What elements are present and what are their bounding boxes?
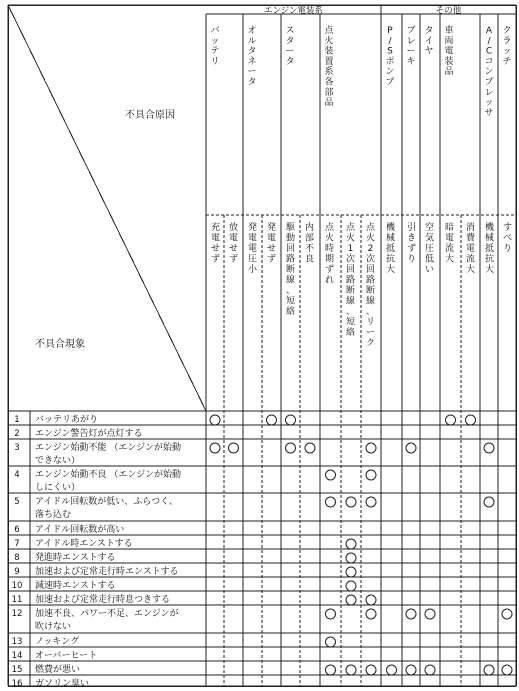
cause-label-glyph: 流 xyxy=(465,254,476,265)
cause-label-glyph: 絡 xyxy=(345,328,356,338)
cause-label-glyph: 点 xyxy=(324,223,335,233)
row-number: 13 xyxy=(11,637,23,647)
cause-label-glyph: 短 xyxy=(285,296,296,307)
cause-label-glyph: 火 xyxy=(345,233,356,244)
component-label xyxy=(324,24,334,108)
cause-label-glyph: 、 xyxy=(285,286,296,296)
cause-label-glyph: 電 xyxy=(210,233,221,244)
component-label-glyph: ヤ xyxy=(424,46,434,57)
cause-label-glyph: 回 xyxy=(345,265,356,275)
component-label-glyph: ネ xyxy=(247,56,257,67)
cause-label-glyph: 2 xyxy=(367,244,374,254)
cause-label-glyph: 発 xyxy=(266,223,277,233)
cause-label-glyph: リ xyxy=(365,317,376,328)
cause-label-glyph: 断 xyxy=(285,265,296,275)
cause-label-glyph: 圧 xyxy=(424,244,435,254)
cause-label xyxy=(267,221,276,265)
component-label-glyph: 点 xyxy=(324,26,334,36)
cause-label-glyph: 小 xyxy=(247,265,258,275)
related-cause-mark xyxy=(346,595,356,605)
component-label-glyph: 両 xyxy=(444,36,454,47)
cause-label-glyph: 部 xyxy=(304,233,315,244)
cause-label-glyph: 機 xyxy=(484,223,495,233)
component-label-glyph: サ xyxy=(484,108,494,119)
related-cause-mark xyxy=(326,470,336,480)
component-label-glyph: ポ xyxy=(385,56,395,67)
related-cause-mark xyxy=(484,497,494,507)
cause-label xyxy=(485,221,495,275)
cause-label-glyph: 1 xyxy=(347,244,354,254)
cause-label xyxy=(386,221,396,275)
cause-label-glyph: 絡 xyxy=(285,307,296,317)
related-cause-mark xyxy=(366,497,376,507)
component-label-glyph: ブ xyxy=(406,26,416,36)
component-label-glyph: ン xyxy=(484,67,494,78)
cause-label-glyph: 駆 xyxy=(285,223,296,233)
cause-label-glyph: 回 xyxy=(285,244,296,254)
cause-label-glyph: 引 xyxy=(406,223,417,233)
cause-label xyxy=(425,221,434,275)
cause-label-glyph: 圧 xyxy=(247,254,258,265)
cause-label-glyph: ず xyxy=(406,244,417,254)
row-number: 6 xyxy=(14,525,20,535)
cause-label-glyph: 断 xyxy=(345,286,356,296)
cause-label-glyph: ず xyxy=(324,265,335,275)
cause-label-glyph: 発 xyxy=(247,223,258,233)
cause-label-glyph: 火 xyxy=(365,233,376,244)
row-phenomenon-text: 燃費が悪い xyxy=(35,665,81,675)
component-label-glyph: 品 xyxy=(324,98,334,109)
component-label-glyph: ッ xyxy=(210,36,220,47)
cause-label-glyph: 短 xyxy=(345,317,356,328)
component-label-glyph: 部 xyxy=(324,87,334,98)
row-phenomenon-text: エンジン警告灯が点灯する xyxy=(35,429,143,439)
component-label-glyph: キ xyxy=(406,56,416,67)
cause-label-glyph: 消 xyxy=(465,223,476,233)
row-phenomenon-text: 落ち込む xyxy=(35,510,72,520)
cause-label-glyph: 電 xyxy=(266,233,277,244)
related-cause-mark xyxy=(366,609,376,619)
cause-label xyxy=(503,222,512,254)
component-label-glyph: オ xyxy=(247,26,257,36)
cause-label-glyph: い xyxy=(424,265,435,275)
related-cause-mark xyxy=(286,443,296,453)
component-label-glyph: ー xyxy=(406,46,416,57)
cause-label-glyph: ず xyxy=(210,254,221,265)
cause-label xyxy=(285,222,295,317)
cause-label xyxy=(445,221,454,265)
component-label-glyph: タ xyxy=(285,56,295,67)
cause-label-glyph: 回 xyxy=(365,265,376,275)
component-label-glyph: P xyxy=(387,26,393,36)
row-phenomenon-text: 加速不良、パワー不足、エンジンが xyxy=(35,609,179,619)
row-phenomenon-text: ノッキング xyxy=(35,637,80,647)
cause-label-glyph: 線 xyxy=(345,296,356,307)
cause-label-glyph: 動 xyxy=(285,233,296,244)
component-label-glyph: 各 xyxy=(324,77,334,88)
cause-label-glyph: 械 xyxy=(385,233,396,244)
row-phenomenon-text: 吹けない xyxy=(35,622,72,632)
cause-label-glyph: 電 xyxy=(247,244,258,254)
component-label xyxy=(247,25,256,88)
row-number: 14 xyxy=(11,651,23,661)
cause-label-glyph: き xyxy=(406,233,417,244)
cause-label-glyph: れ xyxy=(324,275,335,286)
component-label-glyph: バ xyxy=(210,26,220,36)
cause-label-glyph: 点 xyxy=(345,223,356,233)
row-number: 11 xyxy=(11,595,23,605)
related-cause-mark xyxy=(366,443,376,453)
cause-label-glyph: せ xyxy=(266,244,277,254)
cause-label-glyph: 大 xyxy=(465,265,476,275)
row-phenomenon-text: 減速時エンストする xyxy=(35,581,116,591)
row-number: 10 xyxy=(11,581,23,591)
cause-label-glyph: 大 xyxy=(484,265,495,275)
component-label-glyph: 車 xyxy=(444,26,454,36)
related-cause-mark xyxy=(446,415,456,425)
component-label-glyph: タ xyxy=(424,26,434,36)
row-number: 16 xyxy=(11,679,23,689)
row-number: 1 xyxy=(14,415,20,425)
related-cause-mark xyxy=(366,665,376,675)
cause-label-glyph: 期 xyxy=(324,254,335,265)
component-label-glyph: 装 xyxy=(324,46,334,57)
cause-label-glyph: 気 xyxy=(424,233,435,244)
row-phenomenon-text: アイドル時エンストする xyxy=(35,539,133,549)
cause-label-glyph: ず xyxy=(228,254,239,265)
cause-label xyxy=(407,221,416,265)
cause-label-glyph: 火 xyxy=(324,233,335,244)
related-cause-mark xyxy=(406,443,416,453)
cause-label-glyph: 械 xyxy=(484,233,495,244)
component-label-glyph: 電 xyxy=(444,46,454,57)
component-label-glyph: レ xyxy=(484,87,494,98)
component-label xyxy=(285,26,294,67)
row-phenomenon-text: ガソリン臭い xyxy=(35,679,90,689)
component-label xyxy=(424,25,433,57)
related-cause-mark xyxy=(366,470,376,480)
row-number: 7 xyxy=(14,539,20,549)
cause-label-glyph: 暗 xyxy=(444,223,455,233)
cause-label-glyph: 放 xyxy=(228,223,239,233)
cause-label-glyph: 断 xyxy=(365,286,376,296)
related-cause-mark xyxy=(387,665,397,675)
row-phenomenon-text: アイドル回転数が低い、ふらつく、 xyxy=(35,497,178,507)
row-number: 8 xyxy=(14,553,20,563)
related-cause-mark xyxy=(425,665,435,675)
cause-label-glyph: 良 xyxy=(304,254,315,265)
component-label-glyph: タ xyxy=(247,77,257,88)
component-label xyxy=(406,25,415,67)
component-label-glyph: ラ xyxy=(502,36,512,47)
component-label xyxy=(502,25,511,67)
component-label-glyph: チ xyxy=(502,56,512,67)
cause-label-glyph: 低 xyxy=(424,254,435,265)
cause-label-glyph: 大 xyxy=(444,254,455,265)
component-label-glyph: ル xyxy=(247,36,257,47)
cause-label-glyph: ー xyxy=(365,328,376,338)
component-label-glyph: イ xyxy=(424,36,434,47)
cause-label-glyph: 次 xyxy=(345,254,356,265)
component-label-glyph: リ xyxy=(210,56,220,67)
cause-label-glyph: 空 xyxy=(424,223,435,233)
cause-label xyxy=(366,221,376,349)
related-cause-mark xyxy=(425,609,435,619)
row-number: 3 xyxy=(14,443,20,453)
related-cause-mark xyxy=(229,443,239,453)
row-phenomenon-text: エンジン始動不良 （エンジンが始動 xyxy=(35,470,181,480)
related-cause-mark xyxy=(366,595,376,605)
component-label-glyph: ク xyxy=(502,26,512,36)
related-cause-mark xyxy=(326,637,336,647)
cause-axis-label: 不具合原因 xyxy=(125,110,175,121)
related-cause-mark xyxy=(210,443,220,453)
row-phenomenon-text: しにくい） xyxy=(35,483,81,493)
related-cause-mark xyxy=(466,415,476,425)
related-cause-mark xyxy=(346,539,356,549)
phenomenon-axis-label: 不具合現象 xyxy=(35,339,85,350)
cause-label-glyph: べ xyxy=(502,233,513,244)
component-label-glyph: ー xyxy=(285,46,295,57)
row-number: 5 xyxy=(14,497,20,507)
component-label-glyph: 品 xyxy=(444,67,454,78)
cause-label-glyph: 点 xyxy=(365,223,376,233)
cause-label-glyph: 機 xyxy=(385,223,396,233)
component-label-glyph: 装 xyxy=(444,56,454,67)
cause-label-glyph: 線 xyxy=(285,275,296,286)
cause-label xyxy=(466,221,476,275)
cause-label-glyph: 電 xyxy=(444,233,455,244)
related-cause-mark xyxy=(484,443,494,453)
row-phenomenon-text: できない） xyxy=(35,456,81,466)
cause-label-glyph: 、 xyxy=(365,307,376,317)
cause-label-glyph: 時 xyxy=(324,244,335,254)
cause-label-glyph: り xyxy=(502,244,513,254)
component-label-glyph: タ xyxy=(285,36,295,47)
cause-label-glyph: り xyxy=(406,254,417,265)
component-label xyxy=(385,26,394,88)
related-cause-mark xyxy=(210,415,220,425)
row-number: 12 xyxy=(11,609,23,619)
related-cause-mark xyxy=(326,609,336,619)
related-cause-mark xyxy=(326,497,336,507)
component-label xyxy=(210,26,219,67)
cause-label-glyph: 路 xyxy=(345,275,356,286)
component-label-glyph: ー xyxy=(247,67,257,78)
component-label-glyph: S xyxy=(387,46,393,57)
cause-label xyxy=(229,221,238,265)
cause-label-glyph: す xyxy=(502,223,513,233)
cause-label-glyph: 次 xyxy=(365,254,376,265)
component-label-glyph: ッ xyxy=(484,98,494,109)
cause-label-glyph: 電 xyxy=(465,244,476,254)
cause-label-glyph: 電 xyxy=(228,233,239,244)
row-number: 9 xyxy=(14,567,20,577)
header-diagonal xyxy=(8,5,206,411)
row-phenomenon-text: 発進時エンストする xyxy=(35,553,116,563)
cause-label-glyph: 、 xyxy=(345,307,356,317)
cause-label-glyph: 電 xyxy=(247,233,258,244)
row-phenomenon-text: アイドル回転数が高い xyxy=(35,525,125,535)
component-label-glyph: レ xyxy=(406,36,416,47)
cause-label-glyph: 内 xyxy=(304,223,315,233)
row-phenomenon-text: エンジン始動不能 （エンジンが始動 xyxy=(35,443,181,453)
component-label xyxy=(484,26,493,118)
row-phenomenon-text: 加速および定常走行時息つきする xyxy=(35,595,171,605)
component-label-glyph: 火 xyxy=(324,36,334,47)
related-cause-mark xyxy=(267,415,277,425)
cause-label-glyph: 線 xyxy=(365,296,376,307)
component-label-glyph: プ xyxy=(484,77,494,88)
component-label-glyph: C xyxy=(485,46,493,57)
related-cause-mark xyxy=(346,581,356,591)
related-cause-mark xyxy=(502,609,512,619)
related-cause-mark xyxy=(346,567,356,577)
row-phenomenon-text: バッテリあがり xyxy=(35,415,99,425)
cause-label-glyph: せ xyxy=(210,244,221,254)
related-cause-mark xyxy=(346,665,356,675)
cause-label xyxy=(346,221,356,338)
related-cause-mark xyxy=(406,609,416,619)
cause-label-glyph: 抗 xyxy=(484,254,495,265)
cause-label-glyph: 充 xyxy=(210,223,221,233)
cause-label-glyph: せ xyxy=(228,244,239,254)
cause-label xyxy=(248,221,258,275)
cause-label-glyph: 抵 xyxy=(484,244,495,254)
related-cause-mark xyxy=(406,665,416,675)
row-number: 4 xyxy=(14,470,20,480)
component-label-glyph: ン xyxy=(385,67,395,78)
cause-label xyxy=(325,221,335,286)
cause-label-glyph: 路 xyxy=(365,275,376,286)
group-label: その他 xyxy=(435,6,462,16)
component-label-glyph: プ xyxy=(385,77,395,88)
cause-label-glyph: 抵 xyxy=(385,244,396,254)
cause-label-glyph: 不 xyxy=(304,244,315,254)
cause-label xyxy=(211,221,220,265)
cause-label xyxy=(305,221,314,265)
cause-label-glyph: 大 xyxy=(385,265,396,275)
cause-label-glyph: 流 xyxy=(444,244,455,254)
group-label: エンジン電装系 xyxy=(263,6,324,16)
related-cause-mark xyxy=(326,665,336,675)
component-label-glyph: タ xyxy=(247,46,257,57)
related-cause-mark xyxy=(346,497,356,507)
component-label-glyph: / xyxy=(487,36,491,47)
component-label-glyph: A xyxy=(485,26,493,36)
related-cause-mark xyxy=(346,553,356,563)
component-label-glyph: 置 xyxy=(324,56,334,67)
related-cause-mark xyxy=(305,443,315,453)
related-cause-mark xyxy=(484,665,494,675)
component-label-glyph: コ xyxy=(484,56,494,67)
component-label-glyph: 系 xyxy=(324,67,334,78)
related-cause-mark xyxy=(286,415,296,425)
related-cause-mark xyxy=(502,665,512,675)
component-label-glyph: / xyxy=(388,36,392,47)
cause-label-glyph: 路 xyxy=(285,254,296,265)
cause-label-glyph: ク xyxy=(365,338,376,349)
row-phenomenon-text: 加速および定常走行時エンストする xyxy=(35,567,179,577)
row-number: 15 xyxy=(11,665,23,675)
cause-label-glyph: ず xyxy=(266,254,277,265)
component-label-glyph: ッ xyxy=(502,46,512,57)
component-label-glyph: テ xyxy=(210,46,220,57)
row-number: 2 xyxy=(14,429,20,439)
cause-label-glyph: 費 xyxy=(465,233,476,244)
cause-label-glyph: 抗 xyxy=(385,254,396,265)
component-label-glyph: ス xyxy=(285,26,295,36)
row-phenomenon-text: オーバーヒート xyxy=(35,651,98,661)
component-label xyxy=(444,24,453,77)
